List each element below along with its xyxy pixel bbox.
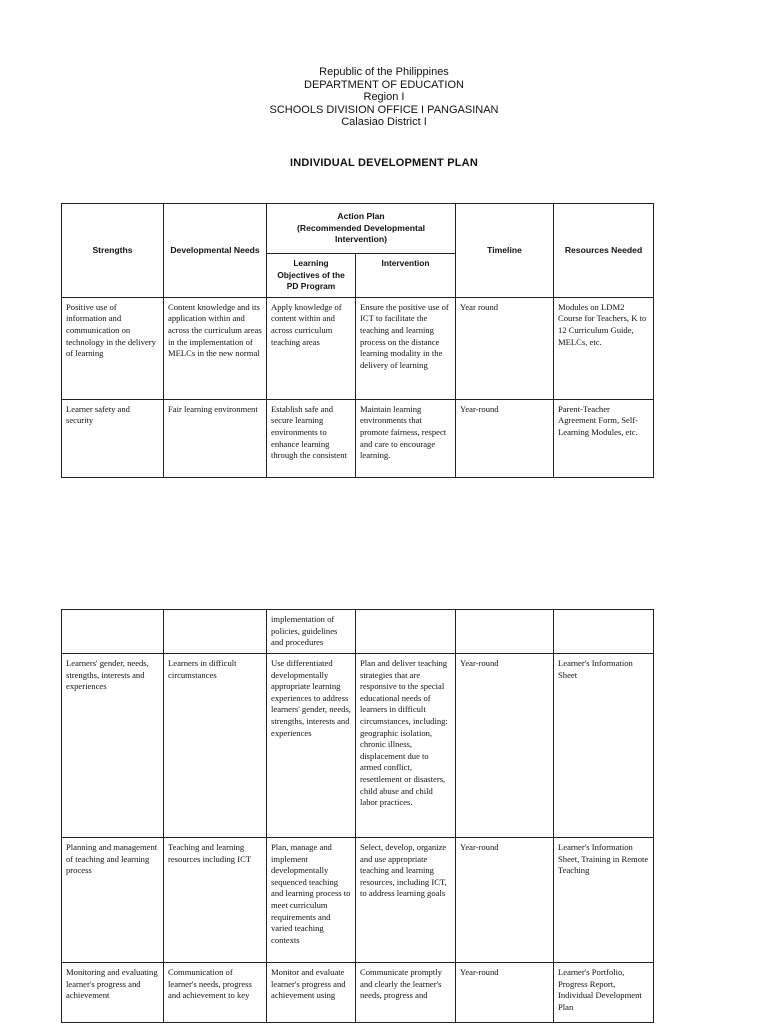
development-plan-table-page2 [61, 609, 654, 1023]
cell-objectives: Apply knowledge of content within and across curriculum teaching areas [267, 297, 356, 399]
action-plan-label: Action Plan [337, 211, 385, 222]
cell-resources: Modules on LDM2 Course for Teachers, K to 12 Curriculum Guide, MELCs, etc. [554, 297, 654, 399]
cell-dev-needs: Fair learning environment [164, 399, 267, 477]
cell-intervention: Select, develop, organize and use appropriate teaching and learning resources, including ICT, to address learning goals [356, 838, 456, 963]
cell-dev-needs [164, 610, 267, 654]
cell-objectives: Establish safe and secure learning environments to enhance learning through the consistent [267, 399, 356, 477]
cell-dev-needs: Content knowledge and its application within and across the curriculum areas in the implementation of MELCs in the new normal [164, 297, 267, 399]
header-district: Calasiao District I [341, 116, 427, 128]
col-header-dev-needs: Developmental Needs [164, 204, 267, 298]
cell-intervention: Maintain learning environments that promote fairness, respect and care to encourage learning. [356, 399, 456, 477]
cell-strengths [62, 610, 164, 654]
table-row [62, 963, 654, 1023]
cell-timeline: Year-round [456, 654, 554, 838]
cell-dev-needs: Learners in difficult circumstances [164, 654, 267, 838]
cell-strengths: Learners' gender, needs, strengths, interests and experiences [62, 654, 164, 838]
document-title: INDIVIDUAL DEVELOPMENT PLAN [290, 157, 478, 169]
col-header-intervention: Intervention [356, 254, 456, 298]
cell-intervention: Plan and deliver teaching strategies that are responsive to the special educational needs of learners in difficult circumstances, including: geographic isolation, chronic illness, displacement due to armed conflict, resettlement or disasters, child abuse and child labor practices. [356, 654, 456, 838]
col-header-action-plan [267, 204, 456, 254]
cell-resources: Learner's Portfolio, Progress Report, Individual Development Plan [554, 963, 654, 1023]
cell-resources [554, 610, 654, 654]
table-row [62, 838, 654, 963]
table-row [62, 399, 654, 477]
cell-objectives: Monitor and evaluate learner's progress and achievement using [267, 963, 356, 1023]
cell-intervention [356, 610, 456, 654]
table-row [62, 610, 654, 654]
cell-intervention: Ensure the positive use of ICT to facilitate the teaching and learning process on the distance learning modality in the delivery of learning [356, 297, 456, 399]
document-header [0, 66, 768, 129]
col-header-strengths: Strengths [62, 204, 164, 298]
cell-dev-needs: Communication of learner's needs, progress and achievement to key [164, 963, 267, 1023]
cell-strengths: Planning and management of teaching and learning process [62, 838, 164, 963]
header-department: DEPARTMENT OF EDUCATION [304, 78, 464, 91]
header-region: Region I [363, 91, 405, 103]
cell-timeline: Year round [456, 297, 554, 399]
col-header-learning-objectives: Learning Objectives of the PD Program [267, 254, 356, 298]
cell-objectives: Use differentiated developmentally appropriate learning experiences to address learners' gender, needs, strengths, interests and experiences [267, 654, 356, 838]
cell-timeline [456, 610, 554, 654]
header-division: SCHOOLS DIVISION OFFICE I PANGASINAN [269, 103, 499, 116]
cell-objectives: implementation of policies, guidelines and procedures [267, 610, 356, 654]
action-plan-sublabel: (Recommended Developmental Intervention) [297, 222, 425, 245]
cell-timeline: Year-round [456, 838, 554, 963]
cell-resources: Learner's Information Sheet [554, 654, 654, 838]
table-row [62, 654, 654, 838]
cell-objectives: Plan, manage and implement developmentally sequenced teaching and learning process to meet curriculum requirements and varied teaching contexts [267, 838, 356, 963]
cell-dev-needs: Teaching and learning resources including ICT [164, 838, 267, 963]
cell-timeline: Year-round [456, 963, 554, 1023]
col-header-resources: Resources Needed [554, 204, 654, 298]
cell-resources: Learner's Information Sheet, Training in Remote Teaching [554, 838, 654, 963]
col-header-timeline: Timeline [456, 204, 554, 298]
header-country: Republic of the Philippines [319, 66, 449, 78]
cell-resources: Parent-Teacher Agreement Form, Self-Learning Modules, etc. [554, 399, 654, 477]
table-row [62, 297, 654, 399]
development-plan-table-page1 [61, 203, 654, 478]
cell-timeline: Year-round [456, 399, 554, 477]
cell-strengths: Learner safety and security [62, 399, 164, 477]
cell-strengths: Monitoring and evaluating learner's progress and achievement [62, 963, 164, 1023]
cell-intervention: Communicate promptly and clearly the learner's needs, progress and [356, 963, 456, 1023]
cell-strengths: Positive use of information and communication on technology in the delivery of learning [62, 297, 164, 399]
